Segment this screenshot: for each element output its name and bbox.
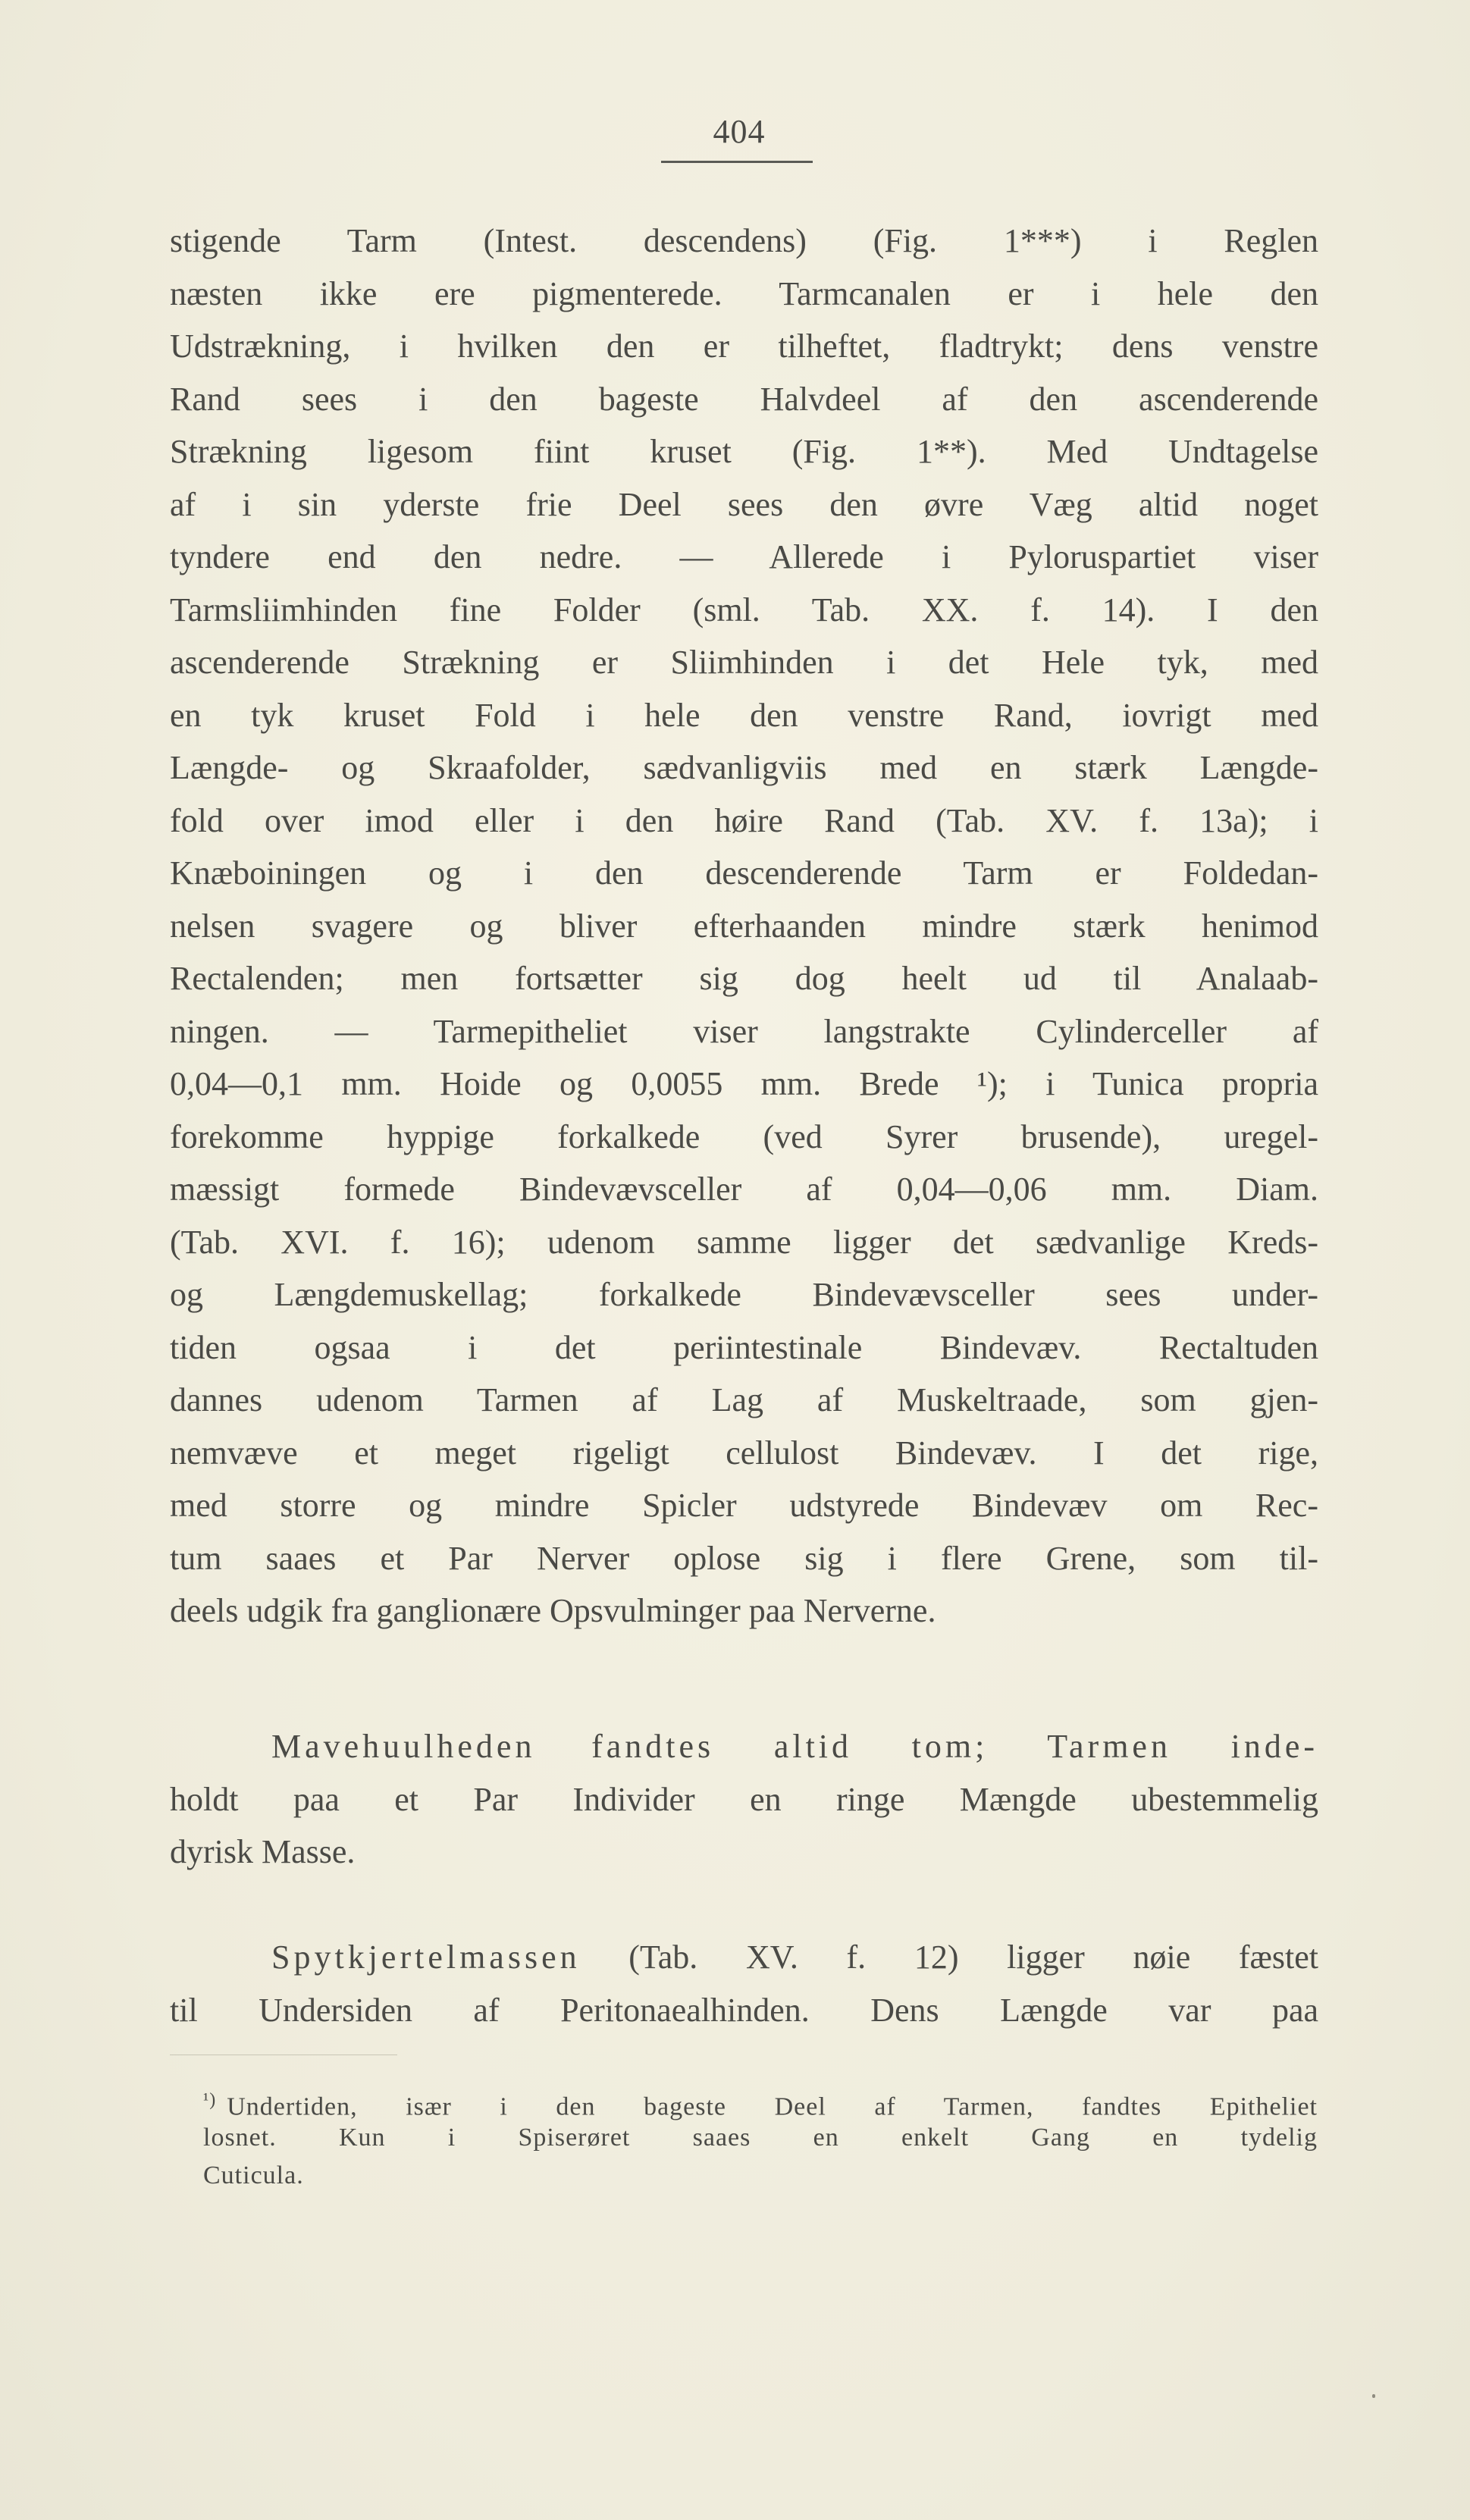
text-line bbox=[170, 1720, 1318, 1773]
text-line: dyrisk Masse. bbox=[170, 1833, 356, 1870]
text-line: forekomme hyppige forkalkede (ved Syrer brusende), uregel- bbox=[170, 1117, 1318, 1155]
text-line: tiden ogsaa i det periintestinale Bindevæv. Rectaltuden bbox=[170, 1328, 1318, 1366]
spaced-term: Mavehuulheden bbox=[271, 1728, 536, 1765]
text-line: Tarmsliimhinden fine Folder (sml. Tab. XX. f. 14). I den bbox=[170, 591, 1318, 628]
page-number: 404 bbox=[713, 113, 766, 150]
text-line: ascenderende Strækning er Sliimhinden i det Hele tyk, med bbox=[170, 644, 1318, 681]
text-line: Knæboiningen og i den descenderende Tarm er Foldedan- bbox=[170, 854, 1318, 892]
body-paragraph-2 bbox=[170, 1720, 1318, 1879]
text-line: deels udgik fra ganglionære Opsvulminger paa Nerverne. bbox=[170, 1592, 936, 1629]
text-line: nelsen svagere og bliver efterhaanden mindre stærk henimod bbox=[170, 907, 1318, 945]
body-paragraph-1 bbox=[170, 215, 1318, 1638]
footnote-line bbox=[203, 2081, 1318, 2119]
text-line: af i sin yderste frie Deel sees den øvre Væg altid noget bbox=[170, 485, 1318, 523]
text-line: en tyk kruset Fold i hele den venstre Rand, iovrigt med bbox=[170, 696, 1318, 734]
text-line: Strækning ligesom fiint kruset (Fig. 1**). Med Undtagelse bbox=[170, 433, 1318, 470]
text-line: fold over imod eller i den høire Rand (Tab. XV. f. 13a); i bbox=[170, 801, 1318, 839]
text-line bbox=[170, 1931, 1318, 1984]
line-remainder: fandtes altid tom; Tarmen inde- bbox=[591, 1728, 1318, 1765]
footnote bbox=[203, 2081, 1318, 2195]
footnote-text: Undertiden, især i den bageste Deel af Tarmen, fandtes Epitheliet bbox=[227, 2092, 1318, 2121]
page-number-rule bbox=[661, 161, 813, 163]
text-line: Rectalenden; men fortsætter sig dog heelt ud til Analaab- bbox=[170, 960, 1318, 997]
text-line: tum saaes et Par Nerver oplose sig i flere Grene, som til- bbox=[170, 1539, 1318, 1577]
text-line: Længde- og Skraafolder, sædvanligviis med en stærk Længde- bbox=[170, 749, 1318, 786]
footnote-mark: ¹) bbox=[203, 2090, 217, 2110]
text-line: ningen. — Tarmepitheliet viser langstrakte Cylinderceller af bbox=[170, 1012, 1318, 1050]
text-line: dannes udenom Tarmen af Lag af Muskeltraade, som gjen- bbox=[170, 1381, 1318, 1418]
text-line: Rand sees i den bageste Halvdeel af den ascenderende bbox=[170, 380, 1318, 418]
text-line: næsten ikke ere pigmenterede. Tarmcanalen er i hele den bbox=[170, 274, 1318, 312]
text-line: holdt paa et Par Individer en ringe Mængde ubestemmelig bbox=[170, 1780, 1318, 1818]
text-line: med storre og mindre Spicler udstyrede Bindevæv om Rec- bbox=[170, 1487, 1318, 1524]
text-line: til Undersiden af Peritonaealhinden. Dens Længde var paa bbox=[170, 1991, 1318, 2029]
paper-speck bbox=[1372, 2394, 1375, 2398]
line-remainder: (Tab. XV. f. 12) ligger nøie fæstet bbox=[628, 1939, 1319, 1976]
text-line: 0,04—0,1 mm. Hoide og 0,0055 mm. Brede ¹); i Tunica propria bbox=[170, 1065, 1318, 1102]
footnote-line: Cuticula. bbox=[203, 2161, 304, 2189]
text-line: Udstrækning, i hvilken den er tilheftet, fladtrykt; dens venstre bbox=[170, 328, 1318, 365]
spaced-term: Spytkjertelmassen bbox=[271, 1939, 581, 1976]
text-line: nemvæve et meget rigeligt cellulost Bindevæv. I det rige, bbox=[170, 1434, 1318, 1472]
body-paragraph-3 bbox=[170, 1931, 1318, 2036]
text-line: tyndere end den nedre. — Allerede i Pyloruspartiet viser bbox=[170, 538, 1318, 575]
text-line: (Tab. XVI. f. 16); udenom samme ligger det sædvanlige Kreds- bbox=[170, 1223, 1318, 1261]
text-line: mæssigt formede Bindevævsceller af 0,04—0,06 mm. Diam. bbox=[170, 1171, 1318, 1208]
text-line: og Længdemuskellag; forkalkede Bindevævsceller sees under- bbox=[170, 1276, 1318, 1313]
text-line: stigende Tarm (Intest. descendens) (Fig. 1***) i Reglen bbox=[170, 222, 1318, 259]
footnote-line: losnet. Kun i Spiserøret saaes en enkelt Gang en tydelig bbox=[203, 2124, 1318, 2152]
